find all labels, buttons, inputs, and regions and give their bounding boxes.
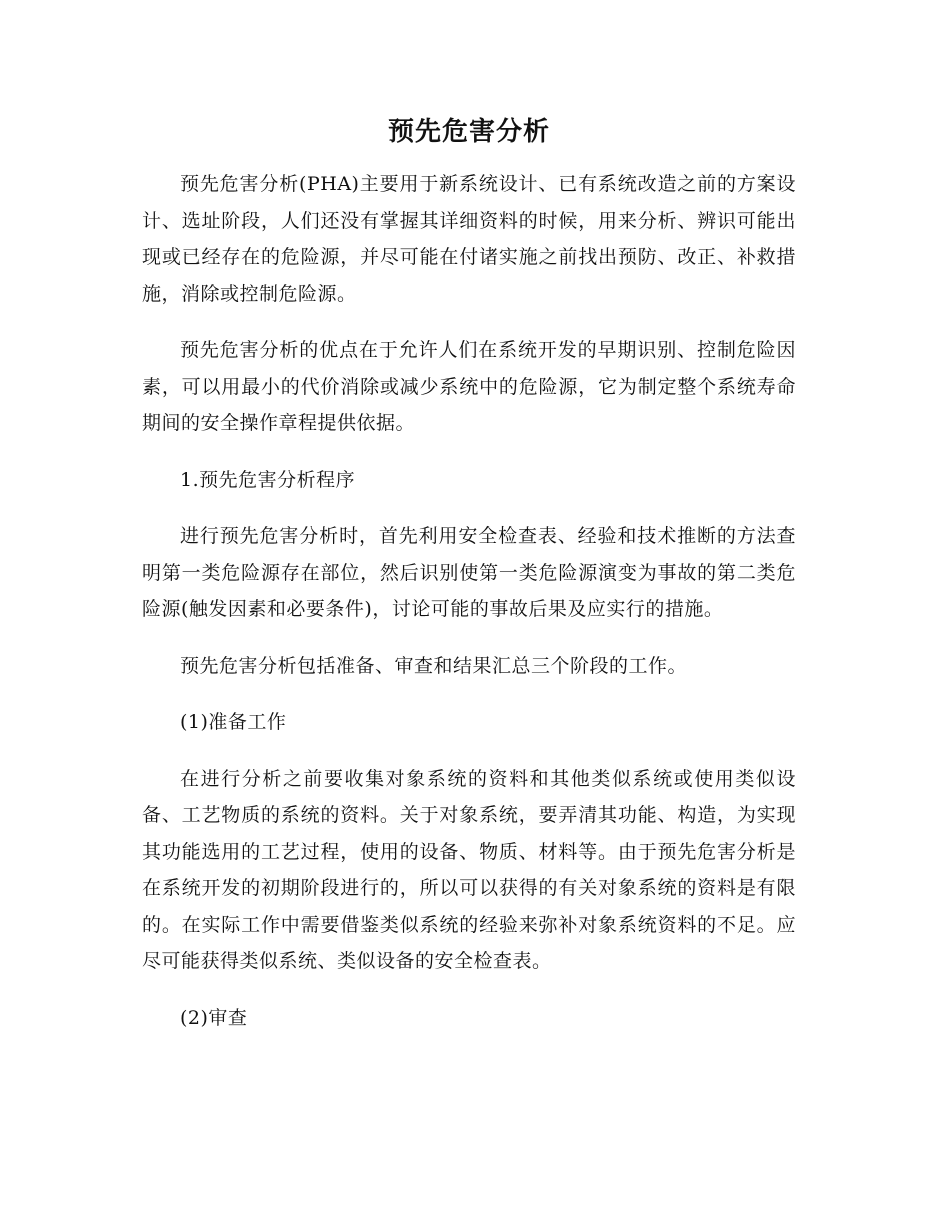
document-body <box>142 110 796 1056</box>
section-heading-procedure: 1.预先危害分析程序 <box>180 468 356 491</box>
paragraph-three-stages: 预先危害分析包括准备、审查和结果汇总三个阶段的工作。 <box>180 654 688 677</box>
paragraph-pha-definition: 预先危害分析(PHA)主要用于新系统设计、已有系统改造之前的方案设计、选址阶段，人们还没有掌握其详细资料的时候，用来分析、辨识可能出现或已经存在的危险源，并尽可能在付诸实施之前找出预防、改正、补救措施，消除或控制危险源。 <box>142 173 796 305</box>
subsection-heading-preparation: (1)准备工作 <box>180 711 287 733</box>
paragraph-pha-advantages: 预先危害分析的优点在于允许人们在系统开发的早期识别、控制危险因素，可以用最小的代价消除或减少系统中的危险源，它为制定整个系统寿命期间的安全操作章程提供依据。 <box>142 339 796 434</box>
paragraph-preparation: 在进行分析之前要收集对象系统的资料和其他类似系统或使用类似设备、工艺物质的系统的资料。关于对象系统，要弄清其功能、构造，为实现其功能选用的工艺过程，使用的设备、物质、材料等。由于预先危害分析是在系统开发的初期阶段进行的，所以可以获得的有关对象系统的资料是有限的。在实际工作中需要借鉴类似系统的经验来弥补对象系统资料的不足。应尽可能获得类似系统、类似设备的安全检查表。 <box>142 767 796 972</box>
subsection-heading-review: (2)审查 <box>180 1006 248 1029</box>
document-title: 预先危害分析 <box>387 117 550 147</box>
paragraph-procedure: 进行预先危害分析时，首先利用安全检查表、经验和技术推断的方法查明第一类危险源存在部位，然后识别使第一类危险源演变为事故的第二类危险源(触发因素和必要条件)，讨论可能的事故后果及应实行的措施。 <box>142 525 796 620</box>
